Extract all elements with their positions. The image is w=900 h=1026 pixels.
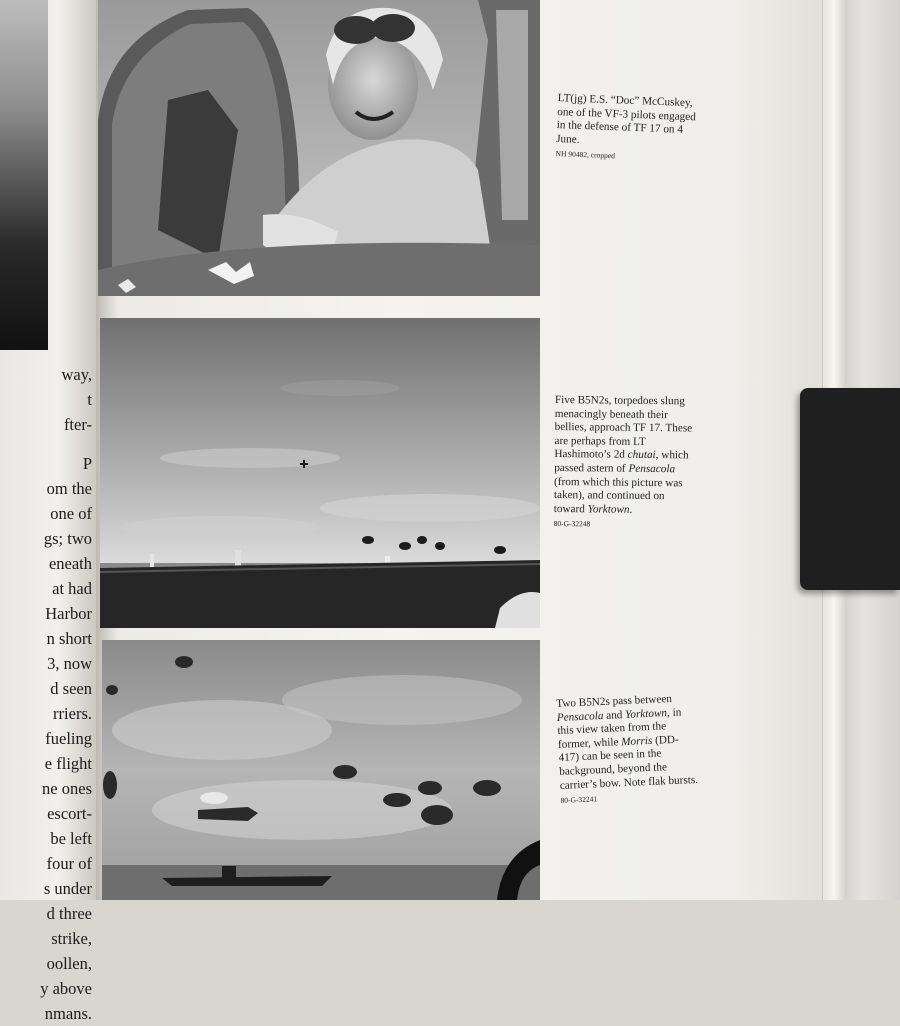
- caption-part: Five B5N2s, torpedoes slung menacingly beneath their bellies, approach TF 17. These are perhaps from LT Hashimoto’s 2d: [554, 394, 693, 462]
- italic-caption-part: Yorktown: [587, 503, 630, 516]
- caption-b5n2s-flak-photo: [556, 692, 701, 808]
- left-page-photo-fragment: [0, 0, 48, 350]
- left-page-text-line: rriers.: [53, 704, 92, 723]
- left-page-text-line: gs; two: [43, 529, 92, 548]
- caption-part: and: [603, 708, 626, 722]
- left-page-text-line: fueling: [45, 729, 92, 748]
- italic-caption-part: Morris: [620, 734, 653, 748]
- left-page-text-line: four of: [46, 854, 92, 873]
- left-page-text-line: s under: [43, 879, 92, 898]
- left-page-text-line: way,: [61, 365, 92, 384]
- caption-part: (from which this picture was taken), and continued on toward: [553, 475, 683, 516]
- left-page-text-line: y above: [40, 979, 92, 998]
- caption-text: [556, 693, 698, 792]
- caption-part: , which passed astern of: [554, 449, 689, 475]
- left-page-text-fragment: [0, 362, 92, 1026]
- left-page-text-line: fter-: [63, 415, 92, 434]
- photo-pilot-in-cockpit: [98, 0, 540, 296]
- left-page: [0, 0, 98, 1023]
- caption-b5n2s-approach-photo: [554, 394, 695, 532]
- left-page-text-line: e flight: [44, 754, 92, 773]
- left-page-text-line: P: [82, 454, 92, 473]
- photo-reference: NH 90482, cropped: [555, 149, 616, 161]
- left-page-text-line: at had: [52, 579, 92, 598]
- italic-caption-part: Pensacola: [628, 462, 676, 476]
- left-page-text-line: t: [87, 390, 92, 409]
- left-page-text-line: 3, now: [47, 654, 92, 673]
- caption-part: Two B5N2s pass between: [556, 692, 673, 710]
- caption-part: , in this view taken from the former, while: [557, 706, 682, 751]
- caption-text: LT(jg) E.S. “Doc” McCuskey, one of the VF-3 pilots engaged in the defense of TF 17 on 4 June.: [555, 92, 697, 146]
- photo-reference: 80-G-32241: [560, 794, 598, 806]
- photo-reference: 80-G-32248: [553, 519, 591, 529]
- left-page-text-line: ne ones: [42, 779, 92, 798]
- caption-part: .: [629, 503, 633, 516]
- left-page-text-line: d three: [46, 904, 92, 923]
- italic-caption-part: chutai: [627, 449, 656, 462]
- left-page-text-line: nmans.: [44, 1004, 92, 1023]
- italic-caption-part: Yorktown: [624, 706, 668, 721]
- photo-b5n2s-approaching: [100, 318, 540, 628]
- left-page-text-line: [0, 437, 92, 451]
- caption-pilot-photo: [555, 92, 708, 167]
- left-page-text-line: om the: [46, 479, 92, 498]
- left-page-text-line: escort-: [47, 804, 92, 823]
- left-page-text-line: one of: [50, 504, 92, 523]
- left-page-text-line: Harbor: [45, 604, 92, 623]
- left-page-text-line: oollen,: [46, 954, 92, 973]
- left-page-text-line: strike,: [51, 929, 92, 948]
- black-page-clip: [800, 388, 900, 590]
- left-page-text-line: n short: [46, 629, 92, 648]
- photo-b5n2s-with-flak: [102, 640, 540, 900]
- caption-text: [554, 394, 693, 516]
- left-page-text-line: be left: [50, 829, 92, 848]
- left-page-text-line: d seen: [50, 679, 92, 698]
- left-page-text-line: eneath: [48, 554, 92, 573]
- italic-caption-part: Pensacola: [556, 709, 604, 724]
- caption-part: (DD-417) can be seen in the background, beyond the carrier’s bow. Note flak bursts.: [558, 733, 699, 792]
